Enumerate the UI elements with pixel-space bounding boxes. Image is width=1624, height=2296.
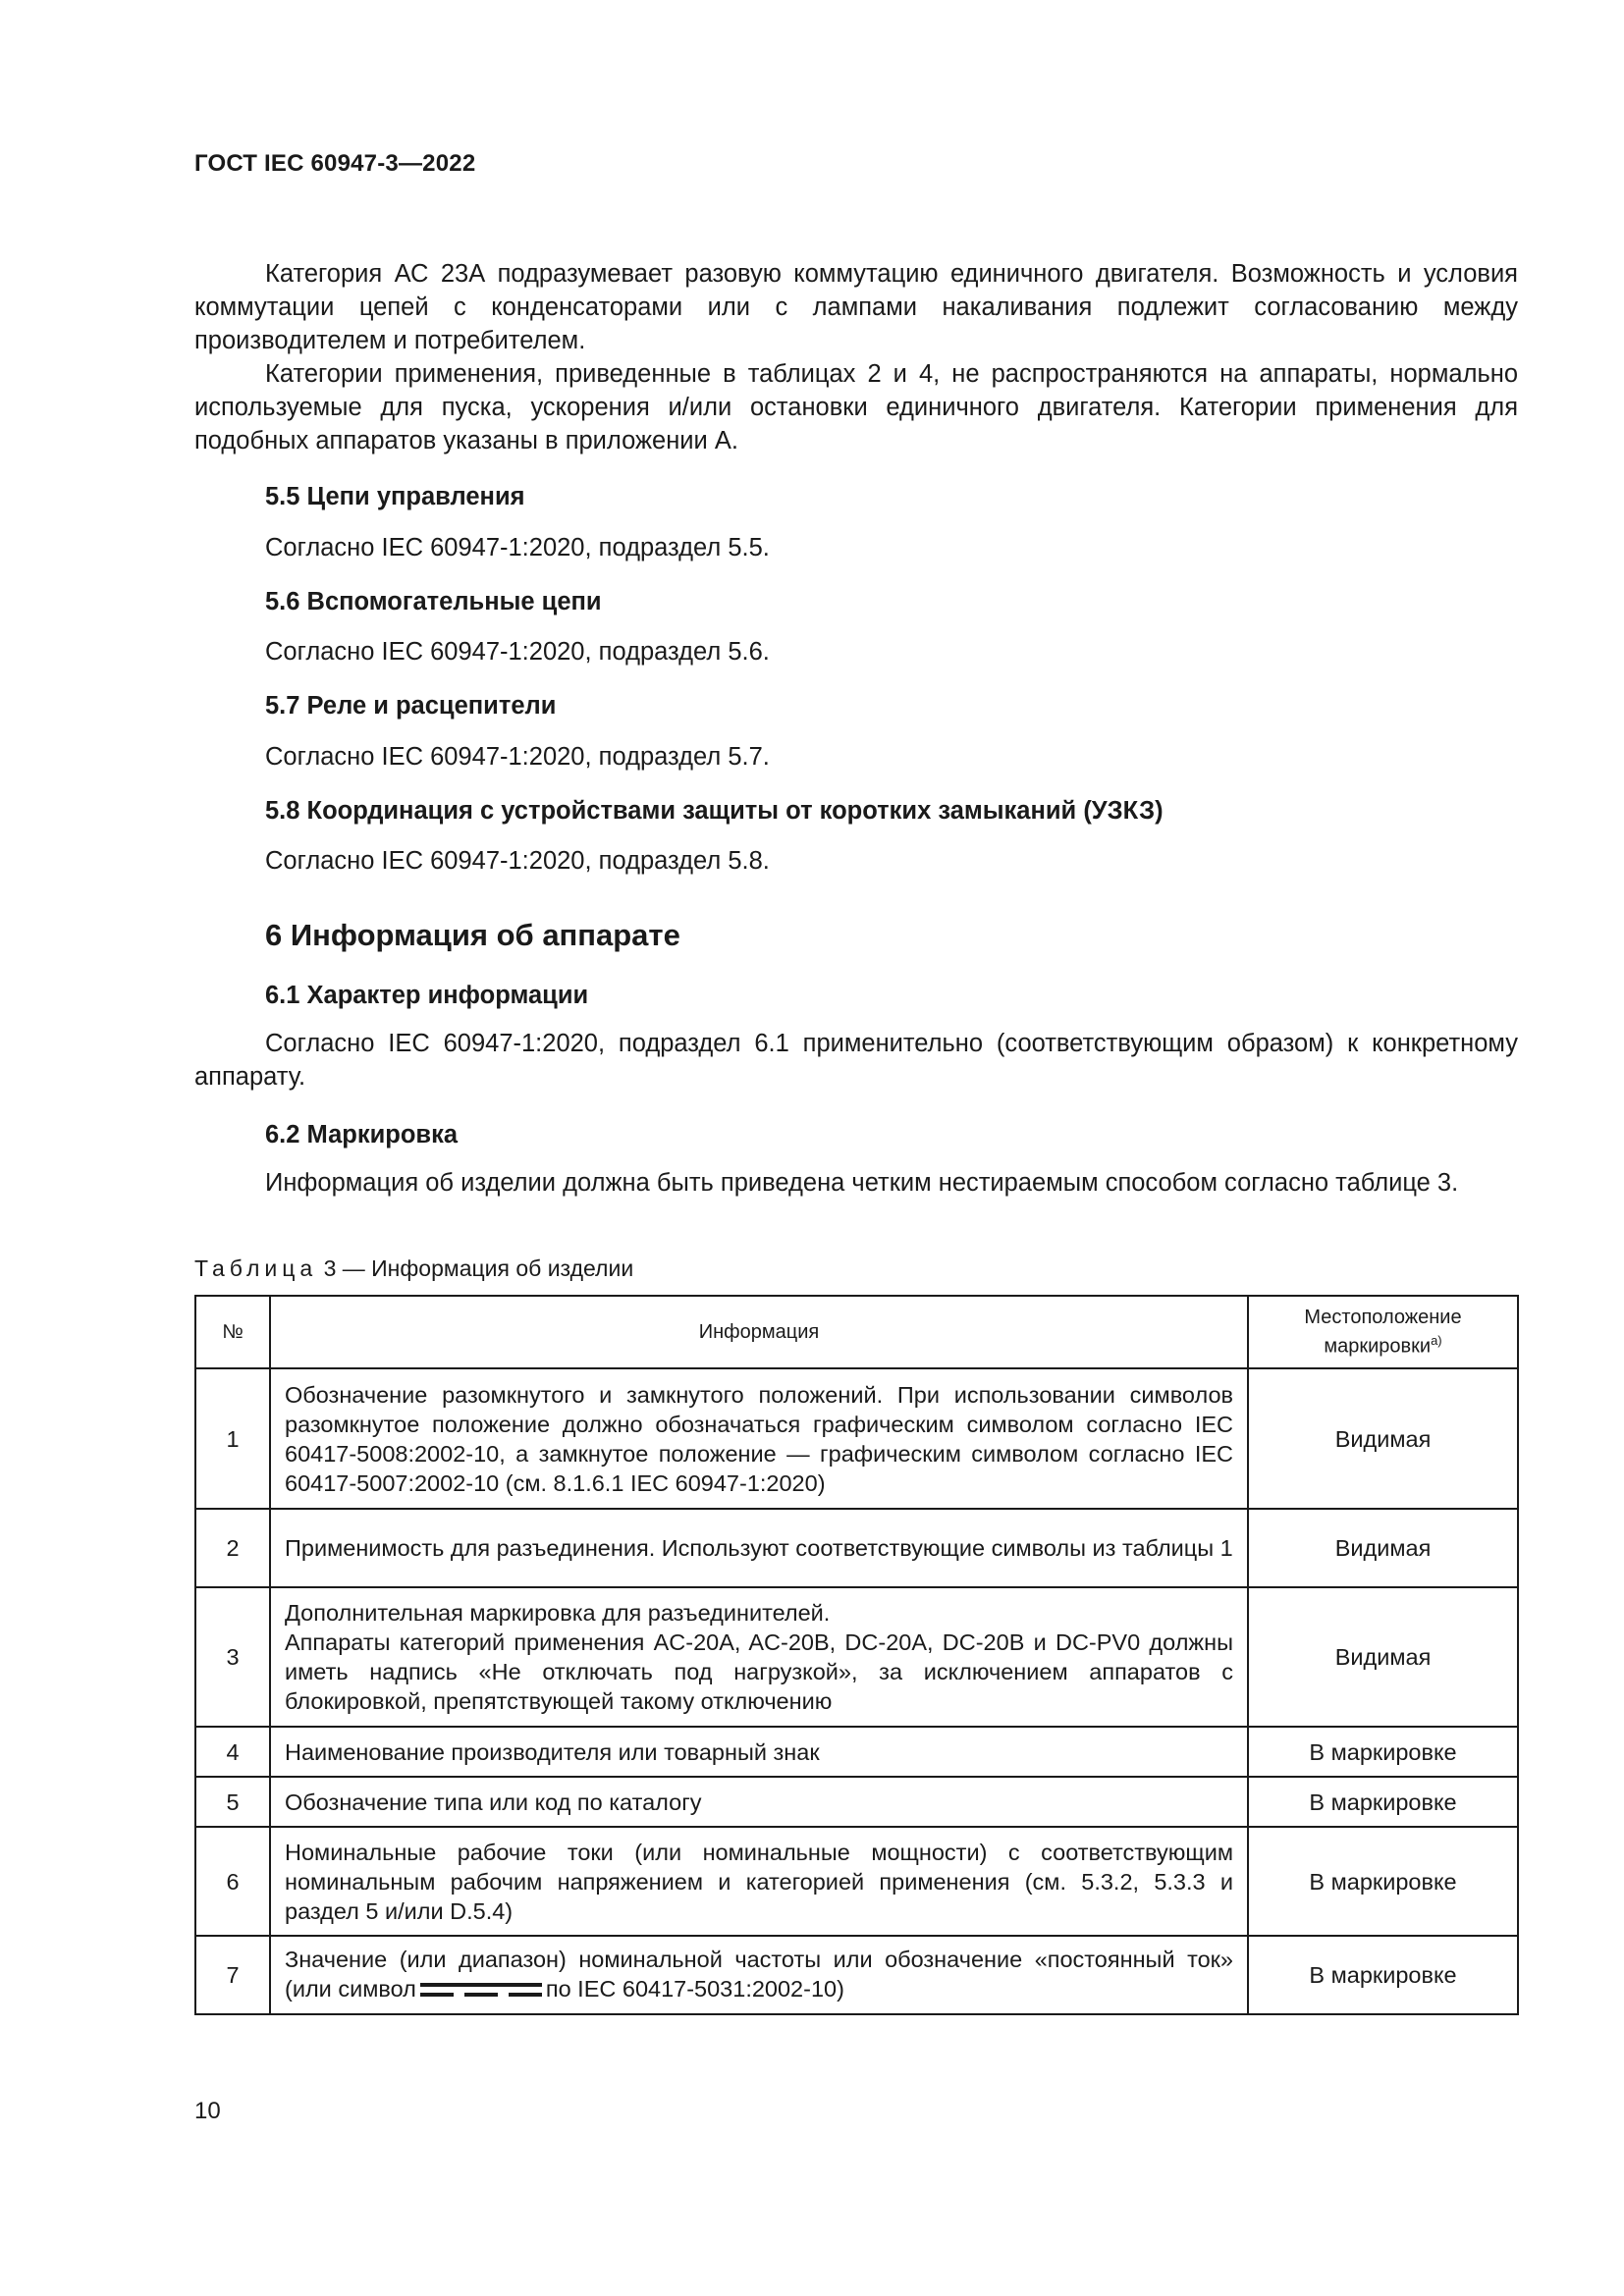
section-6-title: 6 Информация об аппарате — [265, 918, 680, 952]
table-caption-word: Таблица — [194, 1255, 318, 1281]
row-number: 2 — [195, 1509, 270, 1587]
row-information-text-end: по IEC 60417-5031:2002-10) — [545, 1976, 844, 2002]
row-number: 3 — [195, 1587, 270, 1727]
table-row — [195, 1587, 1518, 1727]
row-number: 6 — [195, 1827, 270, 1936]
table-row — [195, 1827, 1518, 1936]
row-location: Видимая — [1248, 1587, 1518, 1727]
row-information: Применимость для разъединения. Используют соответствующие символы из таблицы 1 — [270, 1509, 1248, 1587]
row-location: В маркировке — [1248, 1827, 1518, 1936]
row-location: В маркировке — [1248, 1727, 1518, 1777]
row-information-line-1: Дополнительная маркировка для разъединителей. — [285, 1600, 831, 1626]
section-6-2-block — [194, 1166, 1518, 1200]
row-information: Обозначение типа или код по каталогу — [270, 1777, 1248, 1827]
section-5-5-title: 5.5 Цепи управления — [265, 483, 525, 510]
table-row — [195, 1368, 1518, 1509]
section-5-6-title: 5.6 Вспомогательные цепи — [265, 588, 602, 615]
row-information — [270, 1936, 1248, 2014]
footnote-a-marker: a) — [1431, 1333, 1442, 1349]
table-row — [195, 1727, 1518, 1777]
row-information: Номинальные рабочие токи (или номинальные мощности) с соответствующим номинальным рабочим напряжением и категорией применения (см. 5.3.2, 5.3.3 и раздел 5 и/или D.5.4) — [270, 1827, 1248, 1936]
section-6-1-block — [194, 1027, 1518, 1094]
table-row — [195, 1777, 1518, 1827]
dc-current-icon — [420, 1976, 542, 2005]
table-header-row — [195, 1296, 1518, 1368]
section-5-8-title: 5.8 Координация с устройствами защиты от коротких замыканий (УЗКЗ) — [265, 797, 1164, 825]
table-caption-title: 3 — Информация об изделии — [323, 1255, 634, 1281]
information-table — [194, 1295, 1519, 2015]
header-location — [1248, 1296, 1518, 1368]
page-number: 10 — [194, 2098, 221, 2124]
header-location-label: Местоположение маркировки — [1304, 1307, 1462, 1358]
header-information: Информация — [270, 1296, 1248, 1368]
section-5-7-text: Согласно IEC 60947-1:2020, подраздел 5.7. — [265, 743, 770, 771]
table-caption — [194, 1255, 633, 1282]
row-location: Видимая — [1248, 1368, 1518, 1509]
section-6-1-title: 6.1 Характер информации — [265, 982, 589, 1009]
intro-paragraph-2: Категории применения, приведенные в таблицах 2 и 4, не распространяются на аппараты, нормально используемые для пуска, ускорения и/или остановки единичного двигателя. Категории применения для подобных аппаратов указаны в приложении А. — [194, 360, 1518, 454]
row-number: 5 — [195, 1777, 270, 1827]
document-header: ГОСТ IEC 60947-3—2022 — [194, 150, 476, 177]
row-information — [270, 1587, 1248, 1727]
row-number: 1 — [195, 1368, 270, 1509]
header-number: № — [195, 1296, 270, 1368]
section-5-7-title: 5.7 Реле и расцепители — [265, 692, 557, 720]
row-location: В маркировке — [1248, 1936, 1518, 2014]
row-information: Наименование производителя или товарный знак — [270, 1727, 1248, 1777]
table-row — [195, 1936, 1518, 2014]
section-5-5-text: Согласно IEC 60947-1:2020, подраздел 5.5. — [265, 534, 770, 561]
table-row — [195, 1509, 1518, 1587]
row-information: Обозначение разомкнутого и замкнутого положений. При использовании символов разомкнутое положение должно обозначаться графическим символом согласно IEC 60417-5008:2002-10, а замкнутое положение — графическим символом согласно IEC 60417-5007:2002-10 (см. 8.1.6.1 IEC 60947-1:2020) — [270, 1368, 1248, 1509]
section-6-1-text: Согласно IEC 60947-1:2020, подраздел 6.1 применительно (соответствующим образом) к конкретному аппарату. — [194, 1030, 1518, 1091]
row-number: 7 — [195, 1936, 270, 2014]
row-information-line-2: Аппараты категорий применения AC-20A, AC-20B, DC-20A, DC-20B и DC-PV0 должны иметь надпись «Не отключать под нагрузкой», за исключением аппаратов с блокировкой, препятствующей такому отключению — [285, 1629, 1233, 1714]
row-number: 4 — [195, 1727, 270, 1777]
section-6-2-title: 6.2 Маркировка — [265, 1121, 459, 1148]
row-information-text: Значение (или диапазон) номинальной частоты или обозначение «постоянный ток» (или символ — [285, 1947, 1233, 2002]
section-5-8-text: Согласно IEC 60947-1:2020, подраздел 5.8. — [265, 847, 770, 875]
row-location: В маркировке — [1248, 1777, 1518, 1827]
intro-paragraph-1: Категория АС 23А подразумевает разовую коммутацию единичного двигателя. Возможность и условия коммутации цепей с конденсаторами или с лампами накаливания подлежит согласованию между производителем и потребителем. — [194, 260, 1518, 354]
row-location: Видимая — [1248, 1509, 1518, 1587]
intro-block — [194, 257, 1518, 457]
section-6-2-text: Информация об изделии должна быть приведена четким нестираемым способом согласно таблице 3. — [265, 1169, 1459, 1197]
section-5-6-text: Согласно IEC 60947-1:2020, подраздел 5.6. — [265, 638, 770, 666]
